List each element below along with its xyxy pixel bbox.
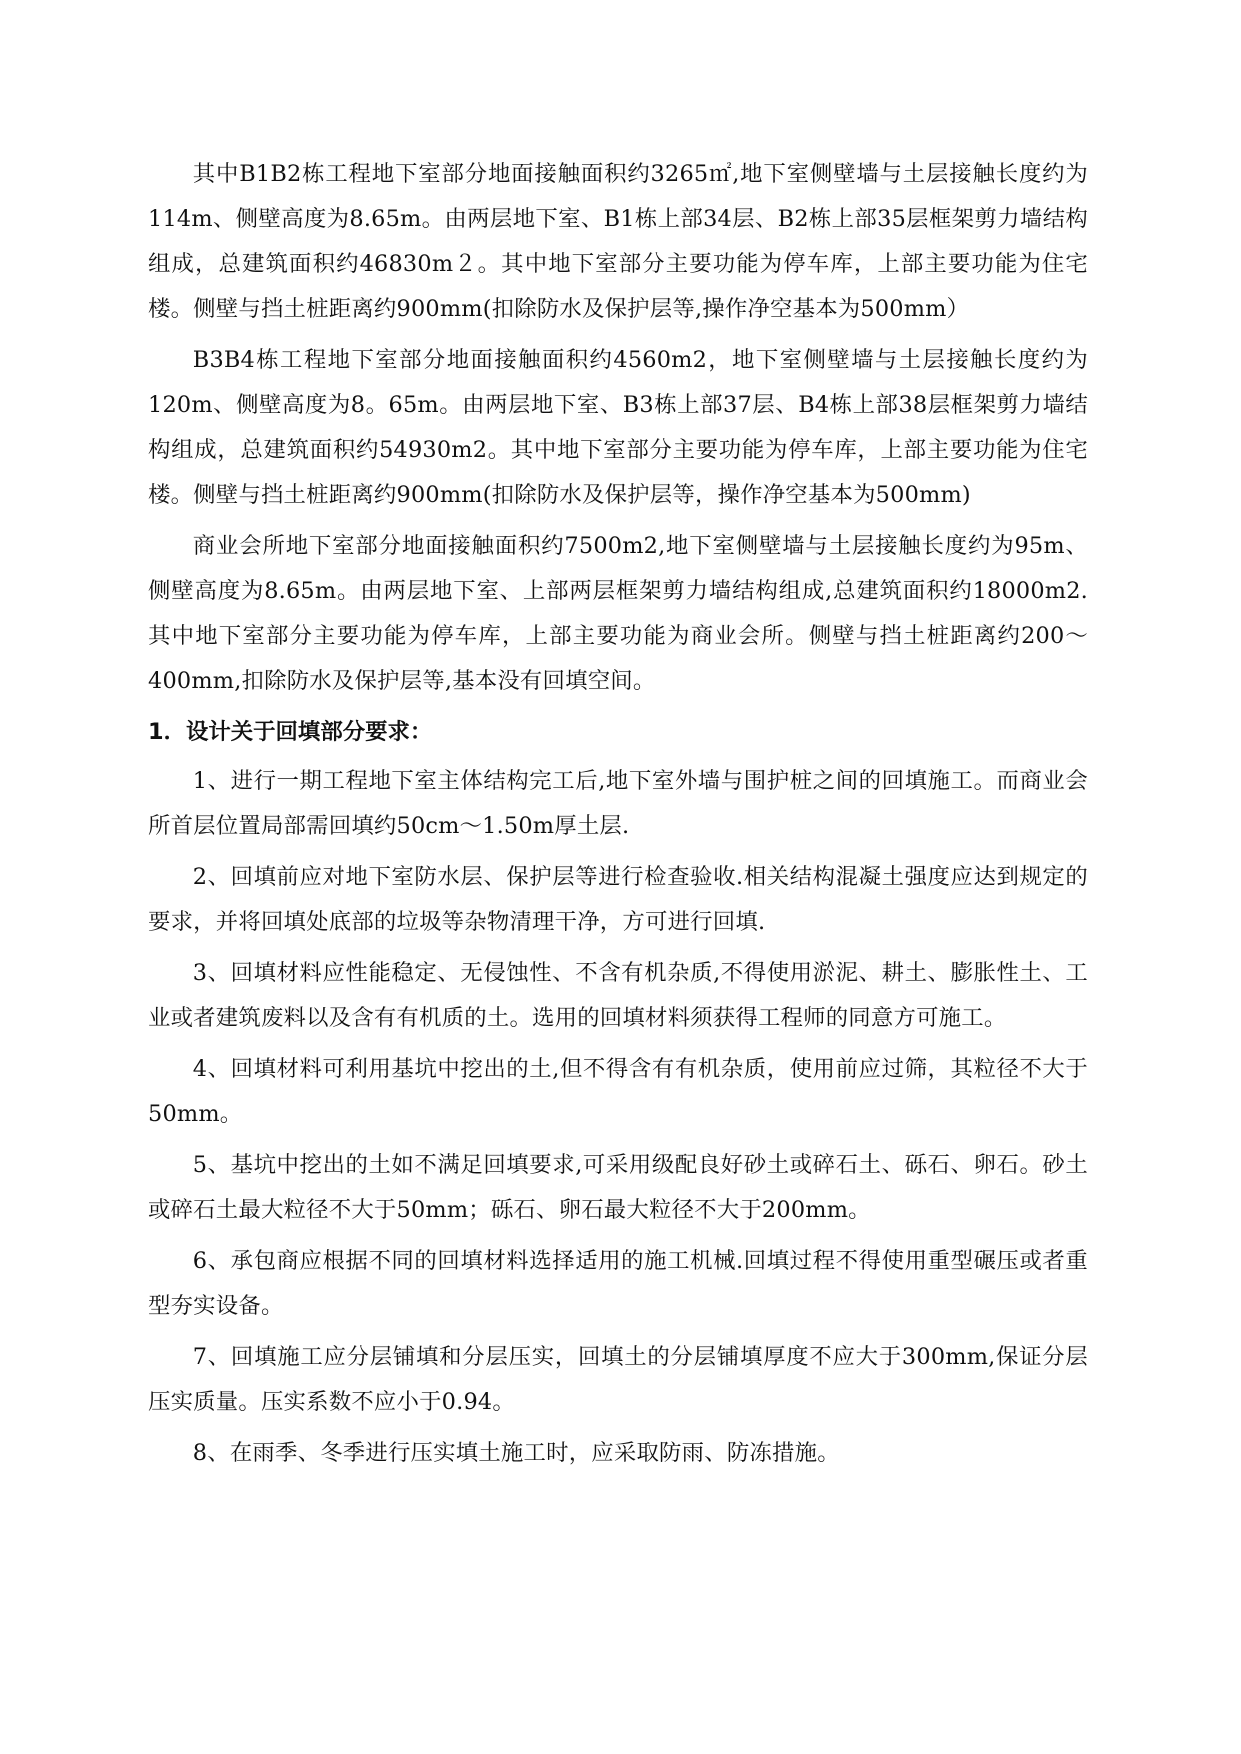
intro-paragraph-b1b2: 其中B1B2栋工程地下室部分地面接触面积约3265㎡,地下室侧壁墙与土层接触长度约为114m、侧壁高度为8.65m。由两层地下室、B1栋上部34层、B2栋上部35层框架剪力墙结构组成，总建筑面积约46830m２。其中地下室部分主要功能为停车库，上部主要功能为住宅楼。侧壁与挡土桩距离约900mm(扣除防水及保护层等,操作净空基本为500mm）	[148, 161, 1088, 322]
requirement-item-8: 8、在雨季、冬季进行压实填土施工时，应采取防雨、防冻措施。	[192, 1440, 840, 1466]
intro-paragraph-commercial-club: 商业会所地下室部分地面接触面积约7500m2,地下室侧壁墙与土层接触长度约为95m、侧壁高度为8.65m。由两层地下室、上部两层框架剪力墙结构组成,总建筑面积约18000m2.其中地下室部分主要功能为停车库，上部主要功能为商业会所。侧壁与挡土桩距离约200～400mm,扣除防水及保护层等,基本没有回填空间。	[148, 533, 1088, 694]
intro-paragraph-b3b4: B3B4栋工程地下室部分地面接触面积约4560m2，地下室侧壁墙与土层接触长度约为120m、侧壁高度为8。65m。由两层地下室、B3栋上部37层、B4栋上部38层框架剪力墙结构组成，总建筑面积约54930m2。其中地下室部分主要功能为停车库，上部主要功能为住宅楼。侧壁与挡土桩距离约900mm(扣除防水及保护层等，操作净空基本为500mm)	[148, 347, 1088, 508]
section-heading-backfill-requirements: 1．设计关于回填部分要求：	[148, 719, 433, 745]
requirement-item-3: 3、回填材料应性能稳定、无侵蚀性、不含有机杂质,不得使用淤泥、耕土、膨胀性土、工业或者建筑废料以及含有有机质的土。选用的回填材料须获得工程师的同意方可施工。	[148, 960, 1088, 1031]
document-page	[148, 152, 1088, 1482]
requirement-item-4: 4、回填材料可利用基坑中挖出的土,但不得含有有机杂质，使用前应过筛，其粒径不大于50mm。	[148, 1056, 1088, 1127]
requirement-item-7: 7、回填施工应分层铺填和分层压实，回填土的分层铺填厚度不应大于300mm,保证分层压实质量。压实系数不应小于0.94。	[148, 1344, 1088, 1415]
requirement-item-5: 5、基坑中挖出的土如不满足回填要求,可采用级配良好砂土或碎石土、砾石、卵石。砂土或碎石土最大粒径不大于50mm；砾石、卵石最大粒径不大于200mm。	[148, 1152, 1088, 1223]
requirement-item-6: 6、承包商应根据不同的回填材料选择适用的施工机械.回填过程不得使用重型碾压或者重型夯实设备。	[148, 1248, 1088, 1319]
requirement-item-1: 1、进行一期工程地下室主体结构完工后,地下室外墙与围护桩之间的回填施工。而商业会所首层位置局部需回填约50cm～1.50m厚土层.	[148, 768, 1088, 839]
requirement-item-2: 2、回填前应对地下室防水层、保护层等进行检查验收.相关结构混凝土强度应达到规定的要求，并将回填处底部的垃圾等杂物清理干净，方可进行回填.	[148, 864, 1088, 935]
